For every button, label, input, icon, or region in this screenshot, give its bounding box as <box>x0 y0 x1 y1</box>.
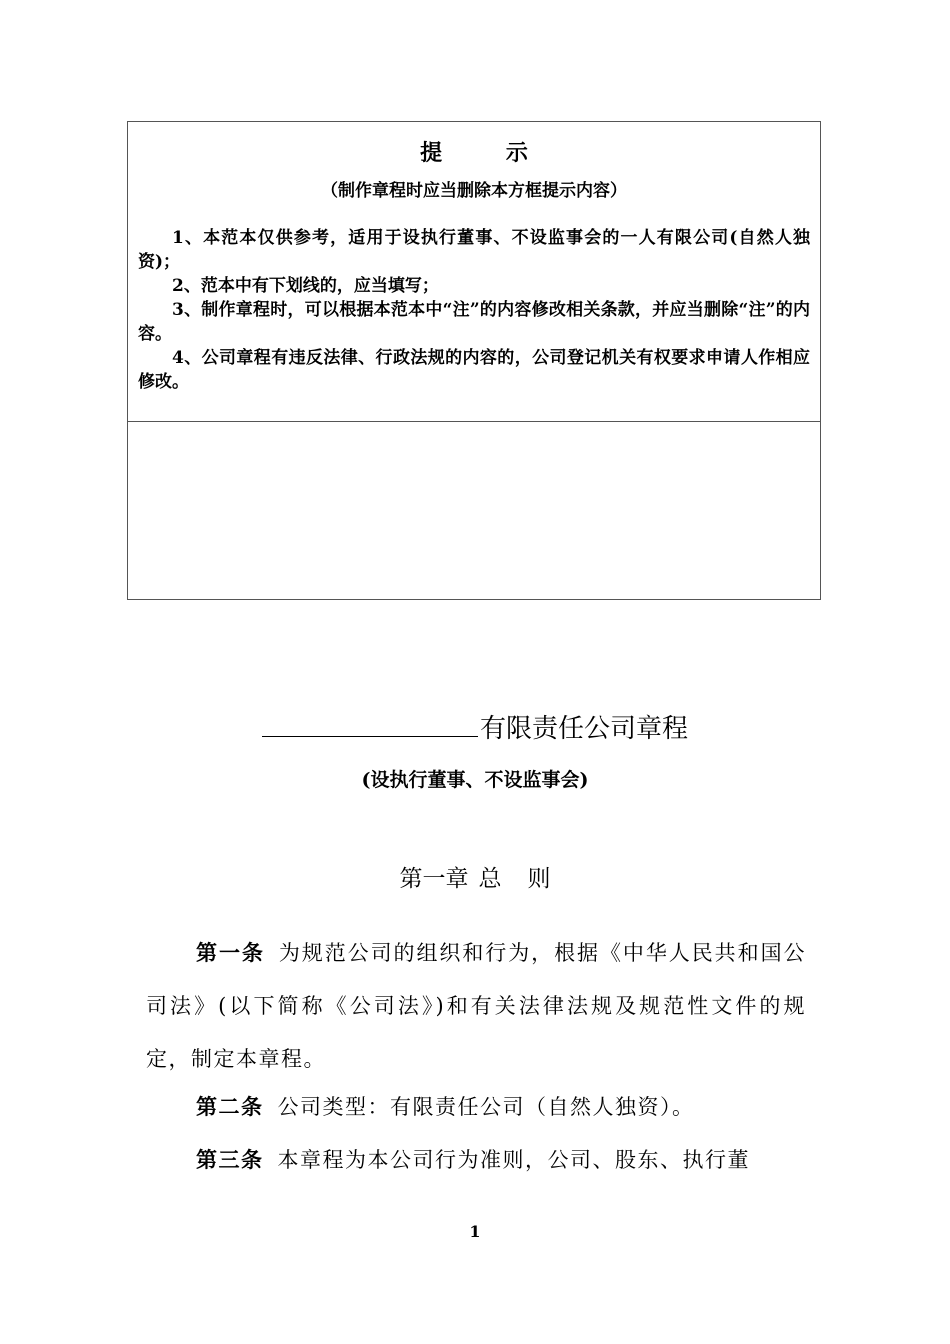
article-label: 第一条 <box>196 941 265 965</box>
hint-item: 3、制作章程时，可以根据本范本中“注”的内容修改相关条款，并应当删除“注”的内容。 <box>138 300 810 344</box>
hint-item: 4、公司章程有违反法律、行政法规的内容的，公司登记机关有权要求申请人作相应修改。 <box>138 348 810 392</box>
article-label: 第三条 <box>196 1148 264 1172</box>
hint-content-area <box>128 122 820 422</box>
document-title-text: 有限责任公司章程 <box>479 714 688 744</box>
chapter-word: 总 <box>478 866 502 892</box>
hint-item: 1、本范本仅供参考，适用于设执行董事、不设监事会的一人有限公司(自然人独资)； <box>138 228 810 272</box>
article-3 <box>146 1134 806 1187</box>
article-label: 第二条 <box>196 1095 264 1119</box>
chapter-heading <box>0 860 950 893</box>
company-name-blank[interactable] <box>262 714 478 737</box>
document-title <box>0 708 950 745</box>
article-text: 公司类型：有限责任公司（自然人独资）。 <box>277 1095 695 1119</box>
article-text: 为规范公司的组织和行为，根据《中华人民共和国公司法》(以下简称《公司法》)和有关法律法规及规范性文件的规定，制定本章程。 <box>146 941 807 1071</box>
hint-box <box>127 121 821 600</box>
chapter-word: 则 <box>527 866 551 892</box>
hint-title: 提 示 <box>420 140 556 166</box>
article-1 <box>146 927 806 1086</box>
article-text: 本章程为本公司行为准则，公司、股东、执行董 <box>277 1148 750 1172</box>
document-subtitle: (设执行董事、不设监事会) <box>361 769 589 791</box>
page-number: 1 <box>469 1222 481 1241</box>
chapter-number: 第一章 <box>399 866 469 892</box>
hint-items <box>138 226 810 394</box>
article-2 <box>146 1081 806 1134</box>
hint-subtitle: （制作章程时应当删除本方框提示内容） <box>321 181 627 201</box>
hint-item: 2、范本中有下划线的，应当填写； <box>172 276 439 296</box>
